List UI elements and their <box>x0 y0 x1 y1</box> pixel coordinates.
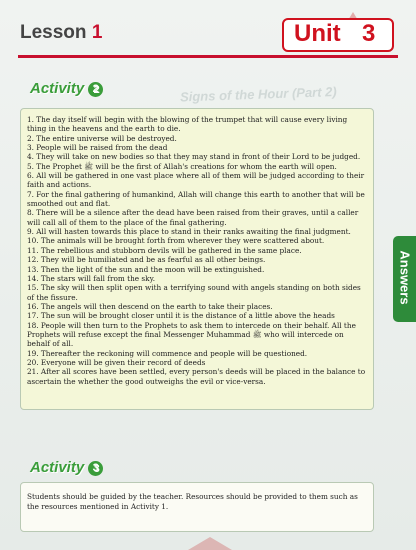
activity-3-title: Activity <box>30 459 85 476</box>
activity-2-answers-box <box>20 108 374 410</box>
answer-item: 10. The animals will be brought forth from wherever they were scattered about. <box>27 236 325 246</box>
answer-item: 11. The rebellious and stubborn devils will be gathered in the same place. <box>27 245 302 255</box>
answer-item: 16. The angels will then descend on the earth to take their places. <box>27 301 273 311</box>
answer-item: 19. Thereafter the reckoning will commence and people will be questioned. <box>27 348 308 358</box>
lesson-label: Lesson <box>20 22 87 43</box>
answer-item: 3. People will be raised from the dead <box>27 143 168 153</box>
unit-badge <box>282 18 394 52</box>
answers-tab-label: Answers <box>397 250 413 305</box>
answer-item: 4. They will take on new bodies so that they may stand in front of their Lord to be judged. <box>27 152 361 162</box>
unit-number: 3 <box>362 20 376 47</box>
answer-item: 2. The entire universe will be destroyed. <box>27 133 177 143</box>
answers-side-tab <box>393 236 416 322</box>
answer-item: 9. All will hasten towards this place to stand in their ranks awaiting the final judgment. <box>27 227 351 237</box>
answer-item: 17. The sun will be brought closer until it is the distance of a little above the heads <box>27 311 335 321</box>
activity-2-number-badge: 2 <box>88 82 103 97</box>
activity-3-text: Students should be guided by the teacher. Resources should be provided to them such as the resources mentioned in Activity 1. <box>27 492 358 511</box>
lesson-number: 1 <box>91 22 103 43</box>
activity-2-heading <box>30 80 103 97</box>
answer-item: 20. Everyone will be given their record of deeds <box>27 357 206 367</box>
answer-item: 5. The Prophet ﷺ will be the first of Allah's creations for whom the earth will open. <box>27 161 337 171</box>
answer-item: 15. The sky will then split open with a terrifying sound with angels standing on both sides of the fissure. <box>27 283 361 302</box>
unit-label: Unit <box>294 20 341 47</box>
background-heading: Signs of the Hour (Part 2) <box>179 84 337 105</box>
answers-list <box>27 115 367 386</box>
lesson-heading <box>20 22 102 44</box>
header-divider <box>18 55 398 58</box>
activity-3-heading <box>30 459 103 476</box>
bottom-triangle-decoration <box>188 537 232 550</box>
answer-item: 13. Then the light of the sun and the moon will be extinguished. <box>27 264 265 274</box>
activity-2-title: Activity <box>30 80 85 97</box>
answer-item: 6. All will be gathered in one vast place where all of them will be judged according to their faith and actions. <box>27 171 365 190</box>
answer-item: 1. The day itself will begin with the blowing of the trumpet that will cause every living thing in the heavens and the earth to die. <box>27 115 348 134</box>
answer-item: 14. The stars will fall from the sky. <box>27 273 156 283</box>
answer-item: 8. There will be a silence after the dead have been raised from their graves, until a caller will call all of them to the place of the final gathering. <box>27 208 359 227</box>
answer-item: 7. For the final gathering of humankind, Allah will change this earth to another that will be smoothed out and flat. <box>27 189 365 209</box>
activity-3-box <box>20 482 374 532</box>
answer-item: 18. People will then turn to the Prophets to ask them to intercede on their behalf. All the Prophets will refuse except the final Messenger Muhammad ﷺ who will intercede on behalf of all. <box>27 320 356 349</box>
activity-3-number-badge: 3 <box>88 461 103 476</box>
answer-item: 12. They will be humiliated and be as fearful as all other beings. <box>27 255 266 265</box>
answer-item: 21. After all scores have been settled, every person's deeds will be placed in the balance to ascertain the whether the good outweighs the evil or vice-versa. <box>27 367 366 386</box>
